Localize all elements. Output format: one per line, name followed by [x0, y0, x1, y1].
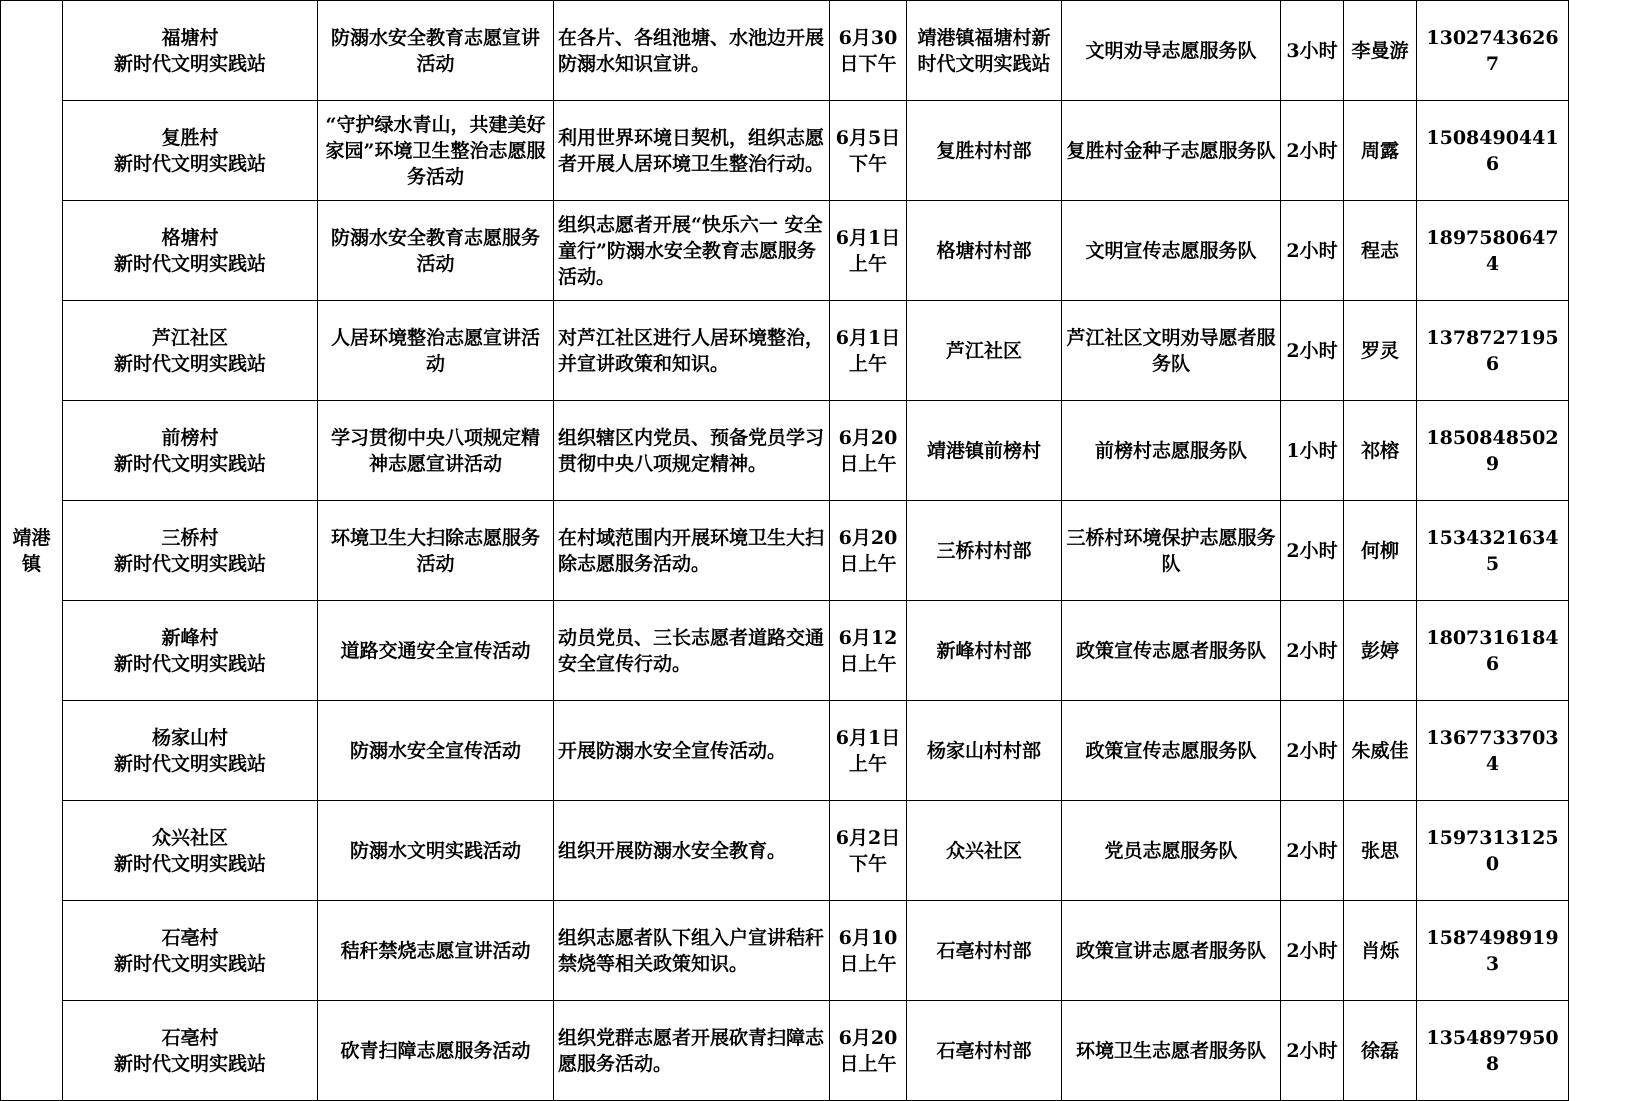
station-cell — [63, 201, 318, 301]
volunteer-team-cell: 政策宣讲志愿者服务队 — [1062, 901, 1281, 1001]
activity-content-cell: 在各片、各组池塘、水池边开展防溺水知识宣讲。 — [554, 1, 830, 101]
activity-name-cell: 防溺水安全宣传活动 — [318, 701, 554, 801]
station-name: 杨家山村 — [151, 726, 228, 749]
activity-time-cell: 6月1日上午 — [830, 701, 907, 801]
station-cell — [63, 401, 318, 501]
table-row — [1, 101, 1569, 201]
station-name: 芦江社区 — [151, 326, 228, 349]
station-cell — [63, 601, 318, 701]
activity-content-cell: 利用世界环境日契机，组织志愿者开展人居环境卫生整治行动。 — [554, 101, 830, 201]
phone-cell: 18073161846 — [1417, 601, 1569, 701]
station-subtitle: 新时代文明实践站 — [113, 152, 266, 175]
duration-cell: 2小时 — [1281, 601, 1344, 701]
station-subtitle: 新时代文明实践站 — [113, 52, 266, 75]
station-cell — [63, 501, 318, 601]
station-cell — [63, 901, 318, 1001]
phone-cell: 13027436267 — [1417, 1, 1569, 101]
activity-time-cell: 6月1日上午 — [830, 201, 907, 301]
contact-person-cell: 肖烁 — [1344, 901, 1417, 1001]
station-name: 复胜村 — [161, 126, 219, 149]
station-cell — [63, 1, 318, 101]
table-row — [1, 801, 1569, 901]
station-subtitle: 新时代文明实践站 — [113, 252, 266, 275]
table-row — [1, 601, 1569, 701]
volunteer-team-cell: 党员志愿服务队 — [1062, 801, 1281, 901]
station-cell — [63, 301, 318, 401]
station-subtitle: 新时代文明实践站 — [113, 552, 266, 575]
table-row — [1, 1001, 1569, 1101]
phone-cell: 18508485029 — [1417, 401, 1569, 501]
phone-cell: 15874989193 — [1417, 901, 1569, 1001]
table-body — [1, 1, 1569, 1101]
volunteer-team-cell: 环境卫生志愿者服务队 — [1062, 1001, 1281, 1101]
phone-cell: 13677337034 — [1417, 701, 1569, 801]
activity-time-cell: 6月10日上午 — [830, 901, 907, 1001]
contact-person-cell: 程志 — [1344, 201, 1417, 301]
table-row — [1, 501, 1569, 601]
station-name: 前榜村 — [161, 426, 219, 449]
volunteer-team-cell: 文明宣传志愿服务队 — [1062, 201, 1281, 301]
station-name: 格塘村 — [161, 226, 219, 249]
activity-place-cell: 新峰村村部 — [907, 601, 1062, 701]
volunteer-team-cell: 三桥村环境保护志愿服务队 — [1062, 501, 1281, 601]
station-name: 福塘村 — [161, 26, 219, 49]
contact-person-cell: 彭婷 — [1344, 601, 1417, 701]
activity-content-cell: 动员党员、三长志愿者道路交通安全宣传行动。 — [554, 601, 830, 701]
duration-cell: 2小时 — [1281, 501, 1344, 601]
table-row — [1, 1, 1569, 101]
activity-time-cell: 6月5日下午 — [830, 101, 907, 201]
duration-cell: 2小时 — [1281, 1001, 1344, 1101]
volunteer-team-cell: 芦江社区文明劝导愿者服务队 — [1062, 301, 1281, 401]
station-name: 三桥村 — [161, 526, 219, 549]
activity-name-cell: 环境卫生大扫除志愿服务活动 — [318, 501, 554, 601]
activity-place-cell: 复胜村村部 — [907, 101, 1062, 201]
activity-content-cell: 组织志愿者开展“快乐六一 安全童行”防溺水安全教育志愿服务活动。 — [554, 201, 830, 301]
station-subtitle: 新时代文明实践站 — [113, 1052, 266, 1075]
phone-cell: 18975806474 — [1417, 201, 1569, 301]
station-name: 石亳村 — [161, 1026, 219, 1049]
activity-place-cell: 格塘村村部 — [907, 201, 1062, 301]
station-cell — [63, 1001, 318, 1101]
phone-cell: 13548979508 — [1417, 1001, 1569, 1101]
station-name: 石亳村 — [161, 926, 219, 949]
volunteer-team-cell: 前榜村志愿服务队 — [1062, 401, 1281, 501]
activity-place-cell: 众兴社区 — [907, 801, 1062, 901]
activity-name-cell: 防溺水安全教育志愿宣讲活动 — [318, 1, 554, 101]
contact-person-cell: 朱威佳 — [1344, 701, 1417, 801]
volunteer-team-cell: 政策宣传志愿者服务队 — [1062, 601, 1281, 701]
town-cell: 靖港镇 — [1, 1, 63, 1101]
duration-cell: 2小时 — [1281, 201, 1344, 301]
station-cell — [63, 101, 318, 201]
activity-content-cell: 对芦江社区进行人居环境整治，并宣讲政策和知识。 — [554, 301, 830, 401]
table-row — [1, 901, 1569, 1001]
activity-time-cell: 6月20日上午 — [830, 401, 907, 501]
activity-name-cell: 学习贯彻中央八项规定精神志愿宣讲活动 — [318, 401, 554, 501]
contact-person-cell: 李曼游 — [1344, 1, 1417, 101]
activity-place-cell: 石亳村村部 — [907, 901, 1062, 1001]
activity-time-cell: 6月12日上午 — [830, 601, 907, 701]
station-cell — [63, 701, 318, 801]
station-name: 新峰村 — [161, 626, 219, 649]
activity-content-cell: 开展防溺水安全宣传活动。 — [554, 701, 830, 801]
activity-time-cell: 6月20日上午 — [830, 1001, 907, 1101]
contact-person-cell: 徐磊 — [1344, 1001, 1417, 1101]
activity-time-cell: 6月2日下午 — [830, 801, 907, 901]
activity-name-cell: 道路交通安全宣传活动 — [318, 601, 554, 701]
activity-content-cell: 组织党群志愿者开展砍青扫障志愿服务活动。 — [554, 1001, 830, 1101]
activity-place-cell: 芦江社区 — [907, 301, 1062, 401]
station-subtitle: 新时代文明实践站 — [113, 652, 266, 675]
station-subtitle: 新时代文明实践站 — [113, 852, 266, 875]
contact-person-cell: 祁榕 — [1344, 401, 1417, 501]
activity-content-cell: 在村域范围内开展环境卫生大扫除志愿服务活动。 — [554, 501, 830, 601]
activity-name-cell: 防溺水安全教育志愿服务活动 — [318, 201, 554, 301]
duration-cell: 1小时 — [1281, 401, 1344, 501]
volunteer-team-cell: 文明劝导志愿服务队 — [1062, 1, 1281, 101]
phone-cell: 15343216345 — [1417, 501, 1569, 601]
activity-time-cell: 6月20日上午 — [830, 501, 907, 601]
duration-cell: 2小时 — [1281, 701, 1344, 801]
station-subtitle: 新时代文明实践站 — [113, 352, 266, 375]
table-row — [1, 401, 1569, 501]
phone-cell: 13787271956 — [1417, 301, 1569, 401]
activity-place-cell: 三桥村村部 — [907, 501, 1062, 601]
volunteer-team-cell: 复胜村金种子志愿服务队 — [1062, 101, 1281, 201]
contact-person-cell: 罗灵 — [1344, 301, 1417, 401]
duration-cell: 2小时 — [1281, 901, 1344, 1001]
station-subtitle: 新时代文明实践站 — [113, 452, 266, 475]
station-name: 众兴社区 — [151, 826, 228, 849]
contact-person-cell: 张思 — [1344, 801, 1417, 901]
activity-content-cell: 组织辖区内党员、预备党员学习贯彻中央八项规定精神。 — [554, 401, 830, 501]
station-cell — [63, 801, 318, 901]
activity-place-cell: 石亳村村部 — [907, 1001, 1062, 1101]
activity-name-cell: 防溺水文明实践活动 — [318, 801, 554, 901]
contact-person-cell: 何柳 — [1344, 501, 1417, 601]
table-row — [1, 701, 1569, 801]
activity-place-cell: 靖港镇福塘村新时代文明实践站 — [907, 1, 1062, 101]
activity-time-cell: 6月1日上午 — [830, 301, 907, 401]
activity-name-cell: 砍青扫障志愿服务活动 — [318, 1001, 554, 1101]
contact-person-cell: 周露 — [1344, 101, 1417, 201]
duration-cell: 2小时 — [1281, 801, 1344, 901]
activity-place-cell: 杨家山村村部 — [907, 701, 1062, 801]
phone-cell: 15973131250 — [1417, 801, 1569, 901]
volunteer-team-cell: 政策宣传志愿服务队 — [1062, 701, 1281, 801]
duration-cell: 2小时 — [1281, 101, 1344, 201]
station-subtitle: 新时代文明实践站 — [113, 752, 266, 775]
duration-cell: 3小时 — [1281, 1, 1344, 101]
activity-time-cell: 6月30日下午 — [830, 1, 907, 101]
table-row — [1, 201, 1569, 301]
station-subtitle: 新时代文明实践站 — [113, 952, 266, 975]
activity-name-cell: 人居环境整治志愿宣讲活动 — [318, 301, 554, 401]
phone-cell: 15084904416 — [1417, 101, 1569, 201]
duration-cell: 2小时 — [1281, 301, 1344, 401]
activity-place-cell: 靖港镇前榜村 — [907, 401, 1062, 501]
activity-name-cell: “守护绿水青山，共建美好家园”环境卫生整治志愿服务活动 — [318, 101, 554, 201]
activity-content-cell: 组织开展防溺水安全教育。 — [554, 801, 830, 901]
activity-name-cell: 秸秆禁烧志愿宣讲活动 — [318, 901, 554, 1001]
activity-content-cell: 组织志愿者队下组入户宣讲秸秆禁烧等相关政策知识。 — [554, 901, 830, 1001]
table-row — [1, 301, 1569, 401]
